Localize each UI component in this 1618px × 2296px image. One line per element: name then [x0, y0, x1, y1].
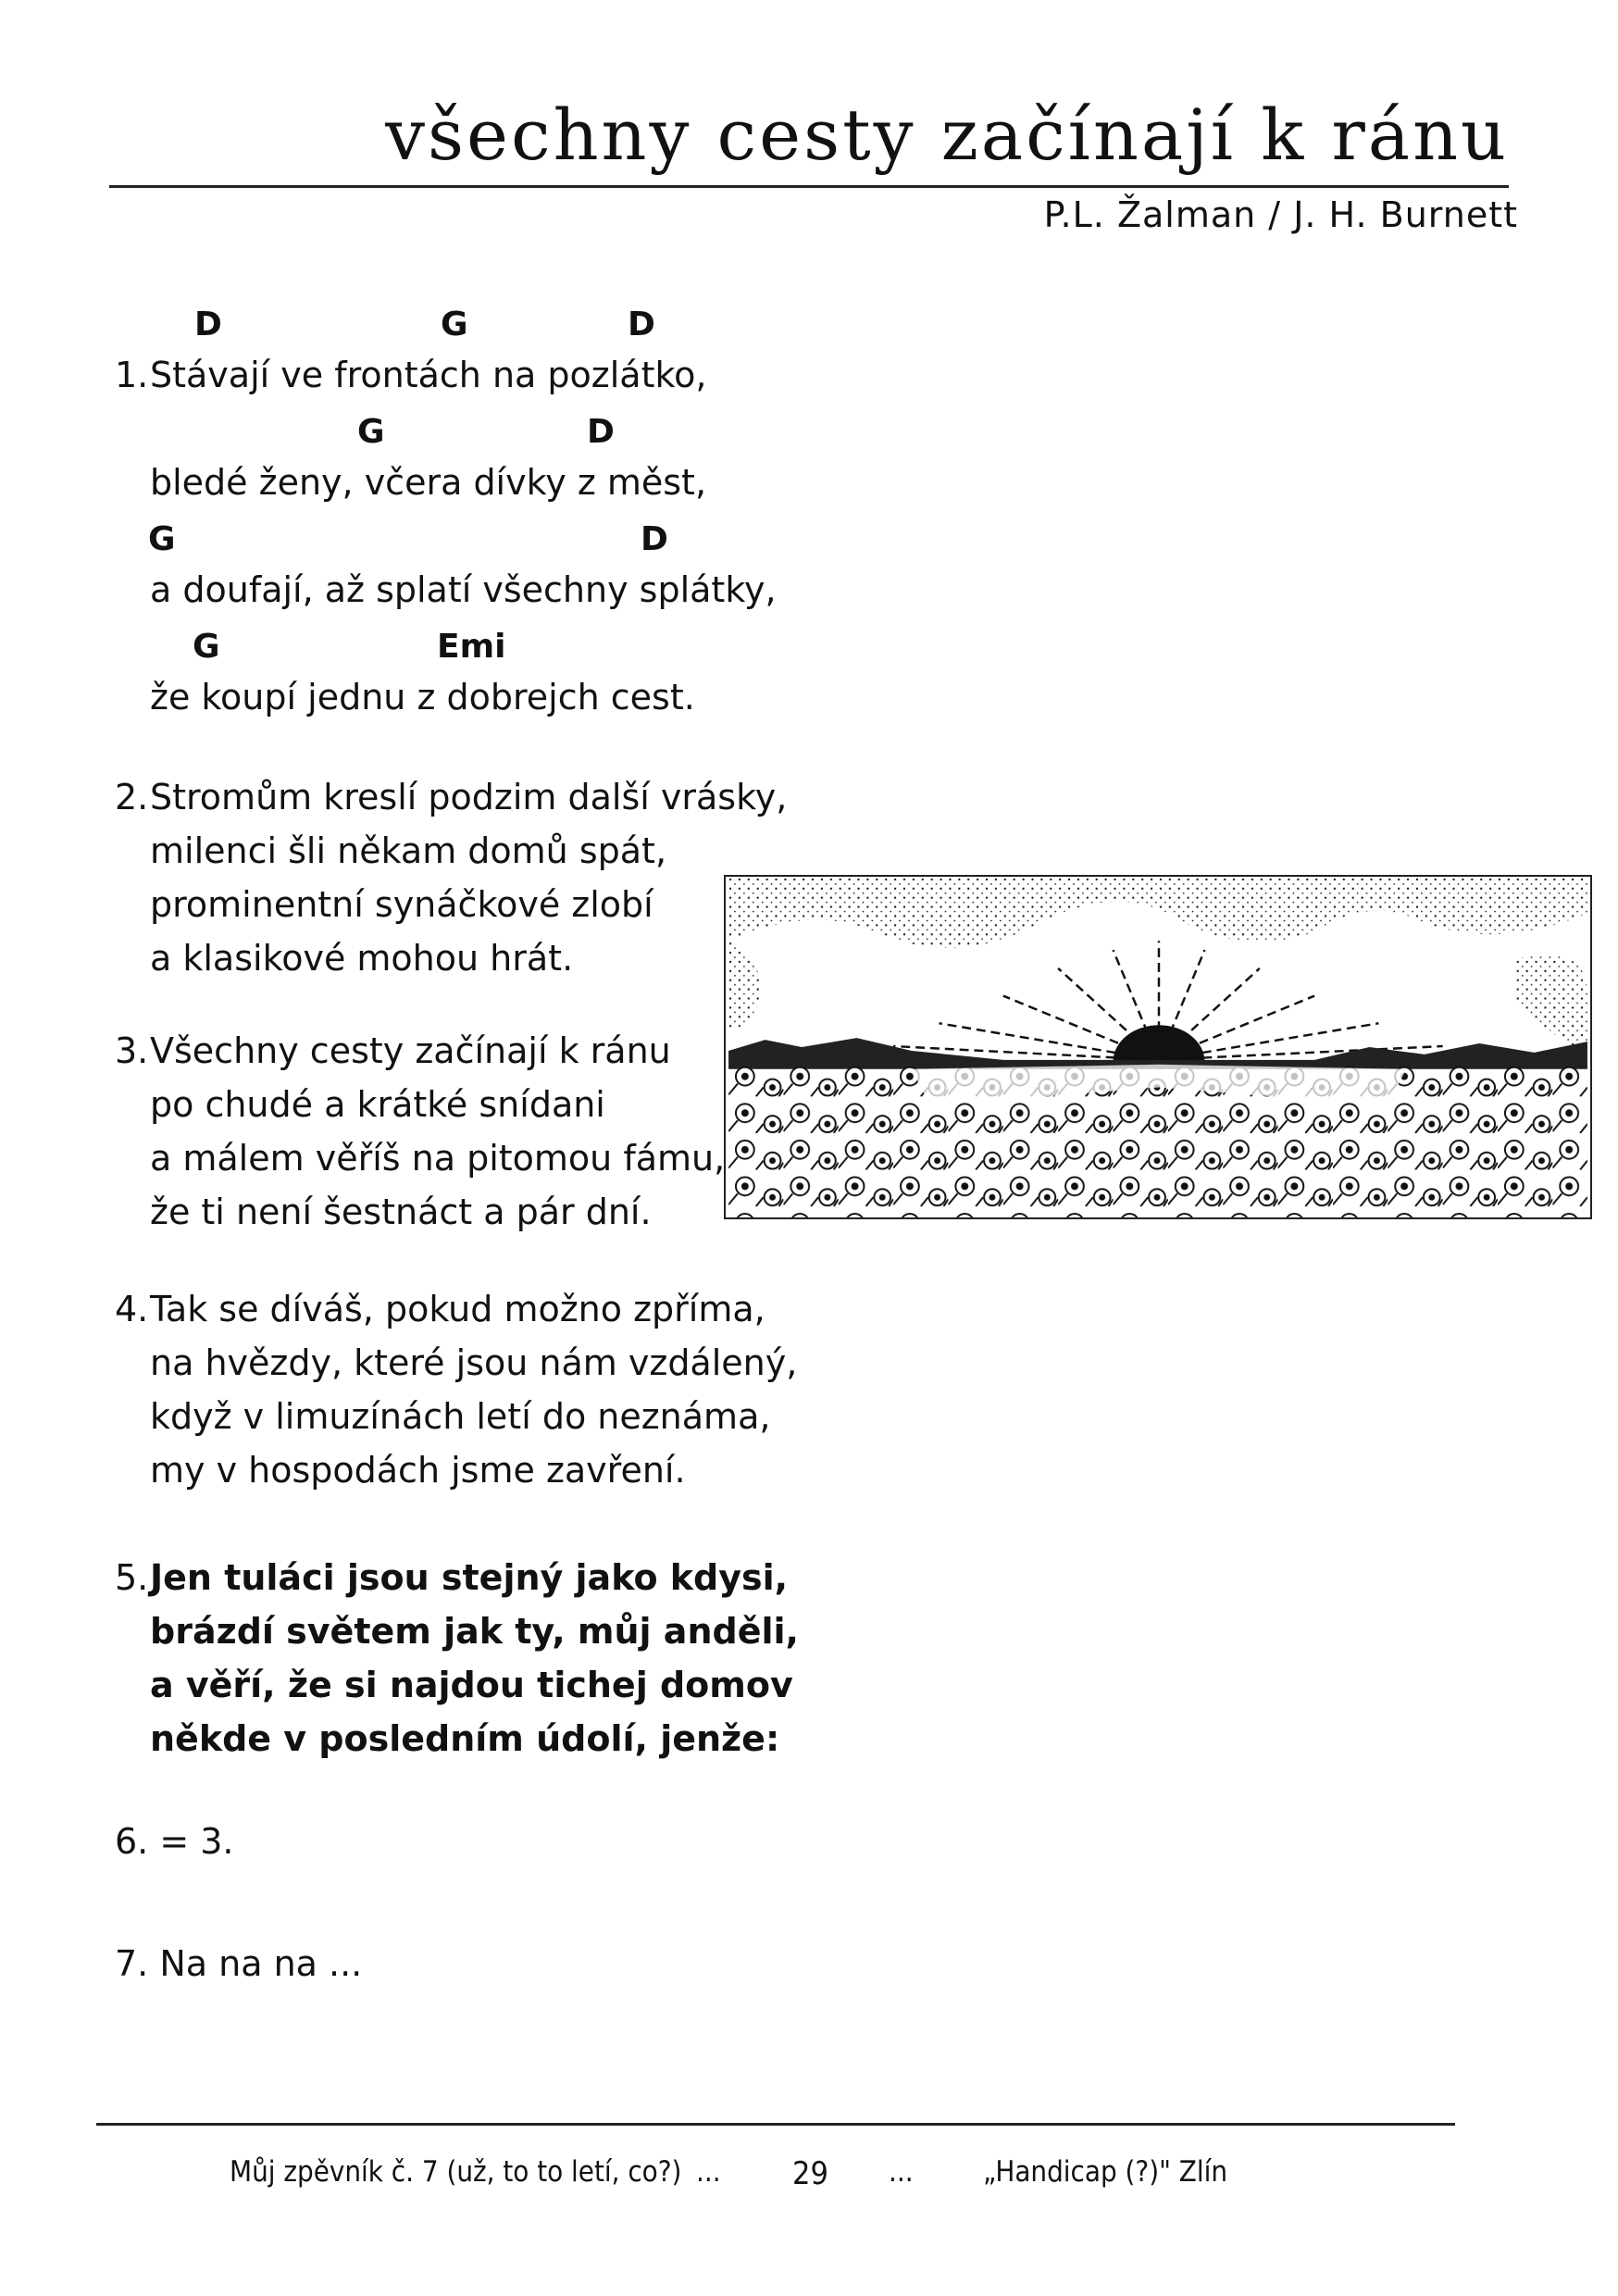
verse-4 — [115, 1282, 797, 1497]
lyric-line — [115, 1024, 725, 1078]
verse-number: 4. — [115, 1289, 149, 1329]
lyric-text: Stávají ve frontách na pozlátko, — [150, 355, 707, 395]
chord-row — [115, 617, 777, 670]
chord: G — [357, 413, 385, 451]
lyric-line: milenci šli někam domů spát, — [150, 830, 667, 871]
chord: G — [441, 306, 468, 343]
verse-6 — [115, 1815, 234, 1868]
verse-number: 3. — [115, 1030, 149, 1071]
lyric-line: prominentní synáčkové zlobí — [150, 884, 653, 925]
lyric-line: po chudé a krátké snídani — [150, 1084, 605, 1125]
lyric-line: a věří, že si najdou tichej domov — [150, 1665, 793, 1705]
lyric-line — [115, 348, 777, 402]
verse-1 — [115, 294, 777, 724]
chord-row — [115, 402, 777, 455]
lyric-text: Tak se díváš, pokud možno zpříma, — [150, 1289, 765, 1329]
title-rule — [109, 185, 1509, 188]
footer-separator: ... — [889, 2155, 914, 2189]
verse-number: 5. — [115, 1557, 149, 1598]
lyric-line — [115, 1282, 797, 1336]
lyric-line: že ti není šestnáct a pár dní. — [150, 1192, 652, 1232]
lyric-line: a klasikové mohou hrát. — [150, 938, 574, 979]
lyric-line: 6. = 3. — [115, 1821, 234, 1862]
lyric-line: brázdí světem jak ty, můj anděli, — [150, 1611, 799, 1652]
chord: G — [193, 628, 220, 666]
song-authors: P.L. Žalman / J. H. Burnett — [1043, 194, 1518, 235]
footer-rule — [96, 2123, 1455, 2126]
lyric-text: Všechny cesty začínají k ránu — [150, 1030, 671, 1071]
lyric-text: Jen tuláci jsou stejný jako kdysi, — [150, 1557, 789, 1598]
lyric-line: a doufají, až splatí všechny splátky, — [150, 569, 777, 610]
chord: Emi — [437, 628, 506, 666]
lyric-line: na hvězdy, které jsou nám vzdálený, — [150, 1342, 798, 1383]
verse-number: 1. — [115, 355, 149, 395]
lyric-line — [115, 1551, 799, 1604]
lyric-line: že koupí jednu z dobrejch cest. — [150, 677, 695, 718]
song-title: všechny cesty začínají k ránu — [385, 94, 1509, 176]
lyric-line: někde v posledním údolí, jenže: — [150, 1718, 780, 1759]
chord: D — [587, 413, 615, 451]
verse-5 — [115, 1551, 799, 1766]
lyric-line: když v limuzínách letí do neznáma, — [150, 1396, 771, 1437]
verse-number: 2. — [115, 777, 149, 817]
verse-2 — [115, 770, 787, 985]
chord-row — [115, 294, 777, 348]
sunrise-field-illustration — [724, 875, 1592, 1219]
verse-3 — [115, 1024, 725, 1239]
page-number: 29 — [792, 2155, 828, 2192]
lyric-text: Stromům kreslí podzim další vrásky, — [150, 777, 788, 817]
lyric-line: a málem věříš na pitomou fámu, — [150, 1138, 726, 1179]
chord: G — [148, 520, 176, 558]
lyric-line: 7. Na na na ... — [115, 1943, 363, 1984]
lyric-line: bledé ženy, včera dívky z měst, — [150, 462, 707, 503]
footer-songbook: Můj zpěvník č. 7 (už, to to letí, co?) — [230, 2155, 682, 2189]
lyric-line — [115, 770, 787, 824]
footer-separator: ... — [696, 2155, 721, 2189]
lyric-line: my v hospodách jsme zavření. — [150, 1450, 686, 1491]
chord: D — [628, 306, 655, 343]
chord-row — [115, 509, 777, 563]
chord: D — [641, 520, 668, 558]
verse-7 — [115, 1937, 362, 1990]
chord: D — [194, 306, 222, 343]
footer-source: „Handicap (?)" Zlín — [983, 2155, 1228, 2189]
